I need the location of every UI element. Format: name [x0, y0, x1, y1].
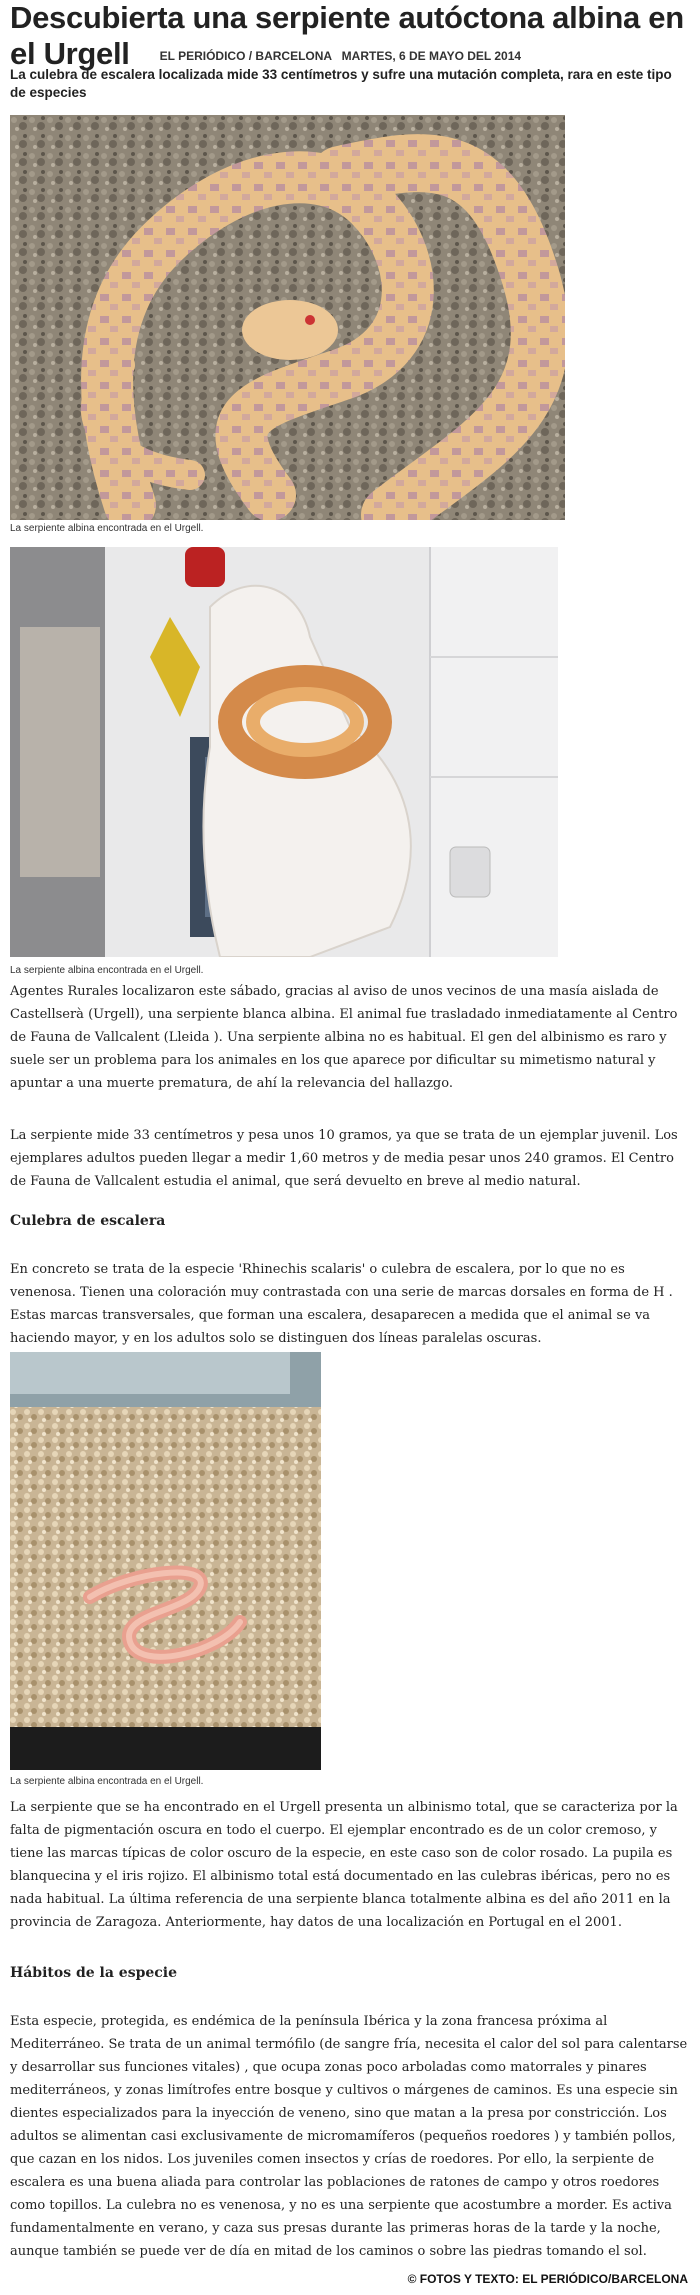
photo-snake-gravel: [10, 115, 565, 520]
photo-snake-terrarium: [10, 1352, 321, 1770]
body-paragraph: Agentes Rurales localizaron este sábado, gracias al aviso de unos vecinos de una masía aislada de Castellserà (Urgell), una serpiente blanca albina. El animal fue trasladado inmediatamente al Centro de Fauna de Vallcalent (Lleida ). Una serpiente albina no es habitual. El gen del albinismo es raro y suele ser un problema para los animales en los que aparece por dificultar su mimetismo natural y apuntar a una muerte prematura, de ahí la relevancia del hallazgo.: [10, 984, 678, 1091]
body-paragraph: La serpiente mide 33 centímetros y pesa unos 10 gramos, ya que se trata de un ejemplar juvenil. Los ejemplares adultos pueden llegar a medir 1,60 metros y de media pesar unos 240 gramos. El Centro de Fauna de Vallcalent estudia el animal, que será devuelto en breve al medio natural.: [10, 1128, 678, 1189]
photo-credit: © FOTOS Y TEXTO: EL PERIÓDICO/BARCELONA: [407, 2272, 688, 2286]
photo-caption: La serpiente albina encontrada en el Urgell.: [10, 1776, 204, 1787]
article-date: MARTES, 6 DE MAYO DEL 2014: [341, 48, 522, 63]
section-heading: Hábitos de la especie: [10, 1965, 178, 1981]
article-title: [10, 0, 690, 74]
body-paragraph: La serpiente que se ha encontrado en el Urgell presenta un albinismo total, que se caracteriza por la falta de pigmentación oscura en todo el cuerpo. El ejemplar encontrado es de un color cremoso, y tiene las marcas típicas de color oscuro de la especie, en este caso son de color rosado. La pupila es blanquecina y el iris rojizo. El albinismo total está documentado en las culebras ibéricas, pero no es nada habitual. La última referencia de una serpiente blanca totalmente albina es del año 2011 en la provincia de Zaragoza. Anteriormente, hay datos de una localización en Portugal en el 2001.: [10, 1800, 678, 1930]
body-paragraph: En concreto se trata de la especie 'Rhinechis scalaris' o culebra de escalera, por lo que no es venenosa. Tienen una coloración muy contrastada con una serie de marcas dorsales en forma de H . Estas marcas transversales, que forman una escalera, desaparecen a medida que el animal se va haciendo mayor, y en los adultos solo se distinguen dos líneas paralelas oscuras.: [10, 1262, 673, 1346]
section-heading: Culebra de escalera: [10, 1213, 166, 1229]
photo-caption: La serpiente albina encontrada en el Urgell.: [10, 523, 204, 534]
article-source: EL PERIÓDICO / BARCELONA: [159, 48, 332, 63]
photo-caption: La serpiente albina encontrada en el Urgell.: [10, 965, 204, 976]
photo-snake-hand: [10, 547, 558, 957]
article-meta: [160, 49, 521, 63]
body-paragraph: Esta especie, protegida, es endémica de la península Ibérica y la zona francesa próxima al Mediterráneo. Se trata de un animal termófilo (de sangre fría, necesita el calor del sol para calentarse y desarrollar sus funciones vitales) , que ocupa zonas poco arboladas como matorrales y pinares mediterráneos, y zonas limítrofes entre bosque y cultivos o márgenes de caminos. Es una especie sin dientes especializados para la inyección de veneno, sino que matan a la presa por constricción. Los adultos se alimentan casi exclusivamente de micromamíferos (pequeños roedores ) y también pollos, que cazan en los nidos. Los juveniles comen insectos y crías de roedores. Por ello, la serpiente de escalera es una buena aliada para controlar las poblaciones de ratones de campo y otros roedores como topillos. La culebra no es venenosa, y no es una serpiente que acostumbre a morder. Es activa fundamentalmente en verano, y caza sus presas durante las primeras horas de la tarde y la noche, aunque también se puede ver de día en mitad de los caminos o sobre las piedras tomando el sol.: [10, 2014, 688, 2259]
title-text: Descubierta una serpiente autóctona albina en el Urgell: [10, 0, 684, 71]
article-subtitle: La culebra de escalera localizada mide 33 centímetros y sufre una mutación completa, rara en este tipo de especies: [10, 67, 672, 100]
